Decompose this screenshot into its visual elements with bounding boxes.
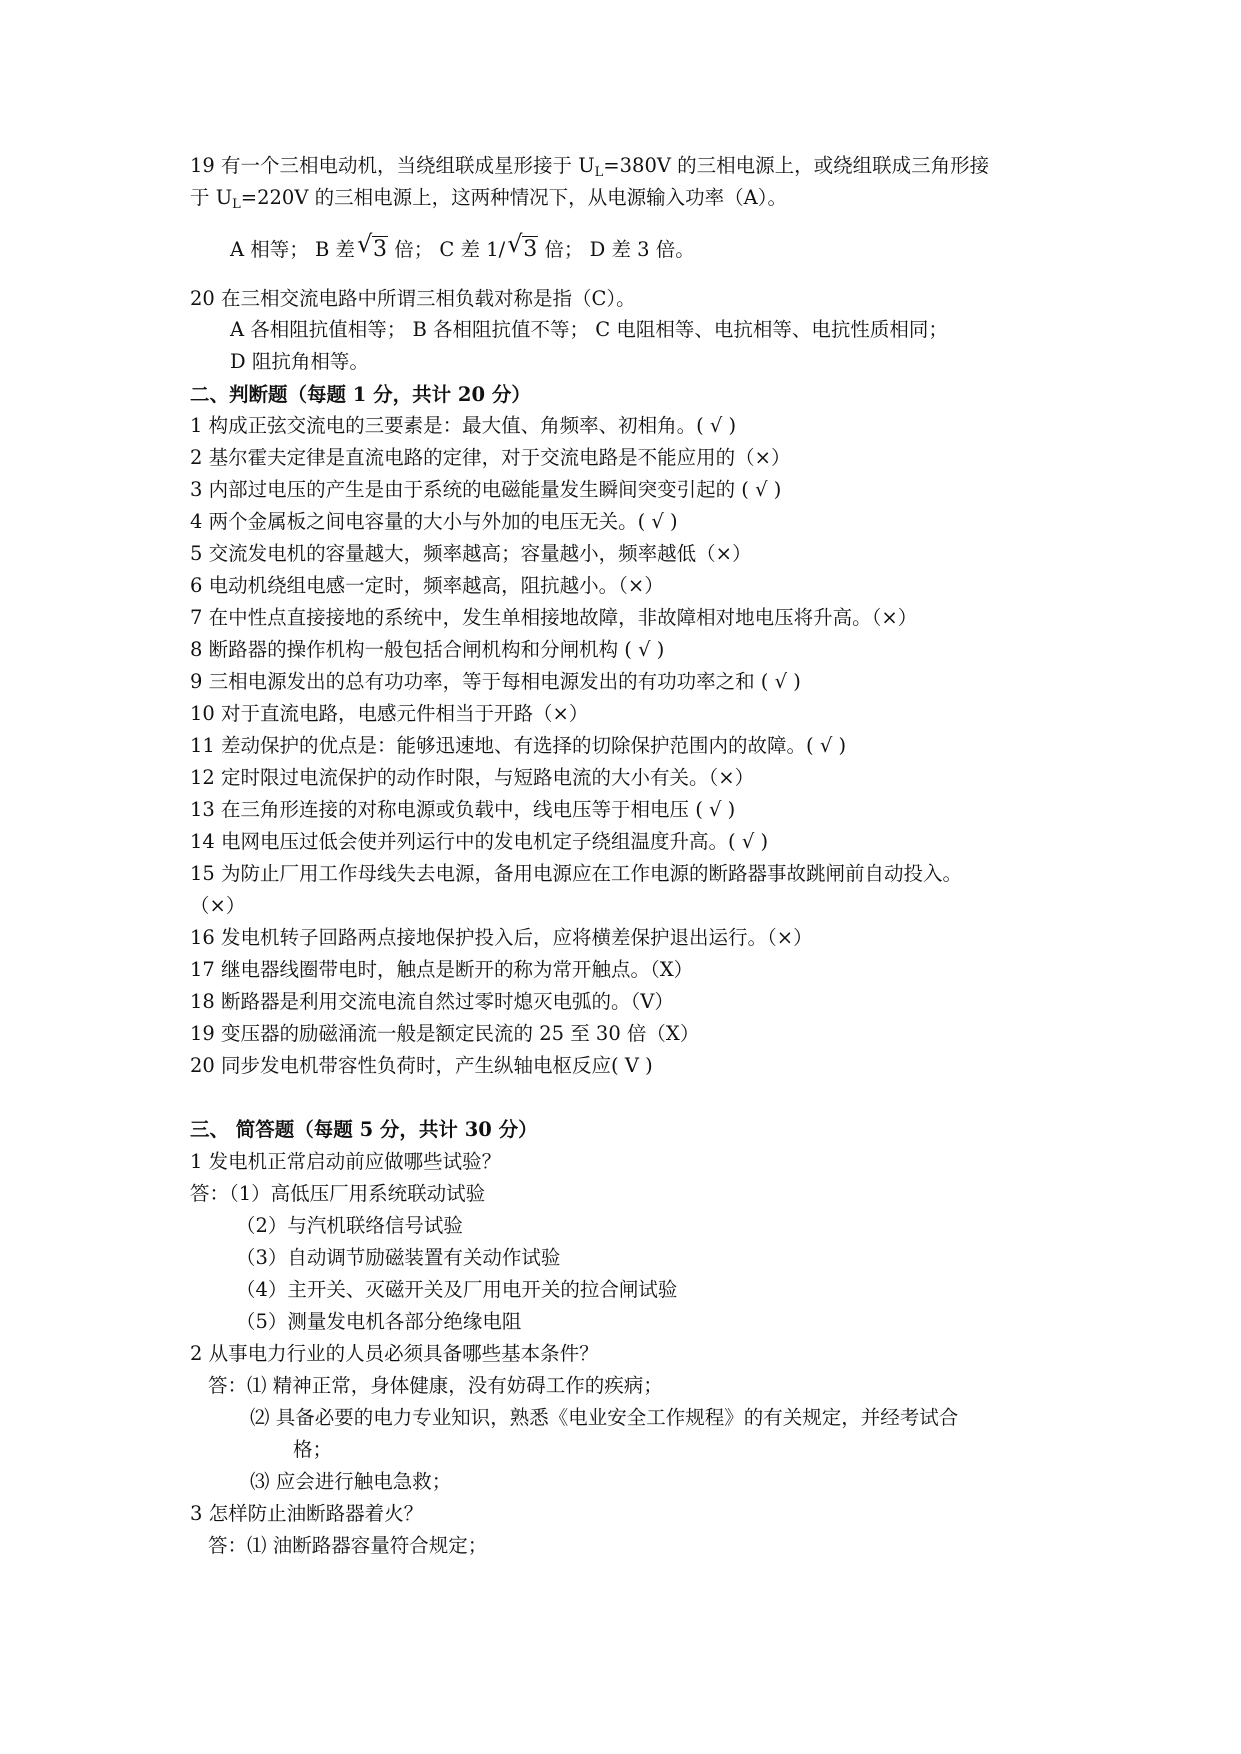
q19-line1-subscript: L — [594, 165, 604, 180]
short-answer-answer: ⑶ 应会进行触电急救； — [250, 1470, 452, 1493]
judgment-item: 20 同步发电机带容性负荷时，产生纵轴电枢反应( V ) — [190, 1054, 653, 1077]
short-answer-question: 2 从事电力行业的人员必须具备哪些基本条件？ — [190, 1342, 599, 1365]
judgment-item: 15 为防止厂用工作母线失去电源，备用电源应在工作电源的断路器事故跳闸前自动投入。 — [190, 862, 963, 885]
judgment-item: 7 在中性点直接接地的系统中，发生单相接地故障，非故障相对地电压将升高。（×） — [190, 606, 918, 629]
short-answer-answer-continuation: 格； — [293, 1438, 333, 1461]
short-answer-answer: （5）测量发电机各部分绝缘电阻 — [236, 1310, 522, 1333]
judgment-item: 8 断路器的操作机构一般包括合闸机构和分闸机构 ( √ ) — [190, 638, 665, 661]
judgment-item: 3 内部过电压的产生是由于系统的电磁能量发生瞬间突变引起的 ( √ ) — [190, 478, 782, 501]
judgment-item: 2 基尔霍夫定律是直流电路的定律，对于交流电路是不能应用的（×） — [190, 446, 791, 469]
q19-options — [230, 230, 1110, 265]
judgment-item-continuation: （×） — [190, 894, 246, 917]
short-answer-answer: （4）主开关、灭磁开关及厂用电开关的拉合闸试验 — [236, 1278, 678, 1301]
q20-options-line2: D 阻抗角相等。 — [230, 350, 369, 373]
short-answer-answer: 答：⑴ 精神正常，身体健康，没有妨碍工作的疾病； — [208, 1374, 663, 1397]
judgment-item: 10 对于直流电路，电感元件相当于开路（×） — [190, 702, 589, 725]
judgment-item: 9 三相电源发出的总有功功率，等于每相电源发出的有功功率之和 ( √ ) — [190, 670, 801, 693]
short-answer-question: 3 怎样防止油断路器着火？ — [190, 1502, 424, 1525]
judgment-item: 19 变压器的励磁涌流一般是额定民流的 25 至 30 倍（X） — [190, 1022, 700, 1045]
judgment-item: 17 继电器线圈带电时，触点是断开的称为常开触点。（X） — [190, 958, 694, 981]
short-answer-answer: 答：⑴ 油断路器容量符合规定； — [208, 1534, 488, 1557]
judgment-item: 5 交流发电机的容量越大，频率越高；容量越小，频率越低（×） — [190, 542, 752, 565]
short-answer-answer: ⑵ 具备必要的电力专业知识，熟悉《电业安全工作规程》的有关规定，并经考试合 — [250, 1406, 959, 1429]
short-answer-answer: 答：（1）高低压厂用系统联动试验 — [190, 1182, 486, 1205]
radical-sign-2: √ — [507, 230, 523, 258]
sqrt-symbol-2 — [507, 230, 538, 265]
judgment-item: 18 断路器是利用交流电流自然过零时熄灭电弧的。（V） — [190, 990, 674, 1013]
q19-line2-text-end: =220V 的三相电源上，这两种情况下，从电源输入功率（A）。 — [240, 186, 787, 209]
judgment-item: 4 两个金属板之间电容量的大小与外加的电压无关。( √ ) — [190, 510, 678, 533]
short-answer-question: 1 发电机正常启动前应做哪些试验？ — [190, 1150, 502, 1173]
judgment-item: 1 构成正弦交流电的三要素是：最大值、角频率、初相角。( √ ) — [190, 414, 737, 437]
q19-option-text-c: 倍； D 差 3 倍。 — [544, 238, 695, 261]
q19-line1-text-end: =380V 的三相电源上，或绕组联成三角形接 — [603, 154, 990, 177]
judgment-item: 11 差动保护的优点是：能够迅速地、有选择的切除保护范围内的故障。( √ ) — [190, 734, 847, 757]
q19-line2-text: 于 U — [190, 186, 233, 209]
q19-option-text-b: 倍； C 差 1/ — [394, 238, 506, 261]
q19-line2-subscript: L — [232, 197, 241, 212]
judgment-item: 16 发电机转子回路两点接地保护投入后，应将横差保护退出运行。（×） — [190, 926, 813, 949]
section2-heading: 二、判断题（每题 1 分，共计 20 分） — [190, 383, 531, 406]
radical-sign: √ — [357, 230, 373, 258]
root-number: 3 — [373, 237, 388, 262]
q19-line1-text: 19 有一个三相电动机，当绕组联成星形接于 U — [190, 154, 595, 177]
short-answer-answer: （3）自动调节励磁装置有关动作试验 — [236, 1246, 561, 1269]
root-number-2: 3 — [523, 237, 538, 262]
section3-heading: 三、 简答题（每题 5 分，共计 30 分） — [190, 1118, 538, 1141]
q20-options-line1: A 各相阻抗值相等； B 各相阻抗值不等； C 电阻相等、电抗相等、电抗性质相同； — [230, 318, 948, 341]
q19-option-text: A 相等； B 差 — [230, 238, 356, 261]
judgment-item: 12 定时限过电流保护的动作时限，与短路电流的大小有关。（×） — [190, 766, 755, 789]
judgment-item: 6 电动机绕组电感一定时，频率越高，阻抗越小。（×） — [190, 574, 664, 597]
judgment-item: 13 在三角形连接的对称电源或负载中，线电压等于相电压 ( √ ) — [190, 798, 736, 821]
sqrt-symbol — [357, 230, 388, 265]
q20-stem: 20 在三相交流电路中所谓三相负载对称是指（C）。 — [190, 287, 636, 310]
judgment-item: 14 电网电压过低会使并列运行中的发电机定子绕组温度升高。( √ ) — [190, 830, 769, 853]
q19-line2 — [190, 183, 1070, 220]
short-answer-answer: （2）与汽机联络信号试验 — [236, 1214, 463, 1237]
